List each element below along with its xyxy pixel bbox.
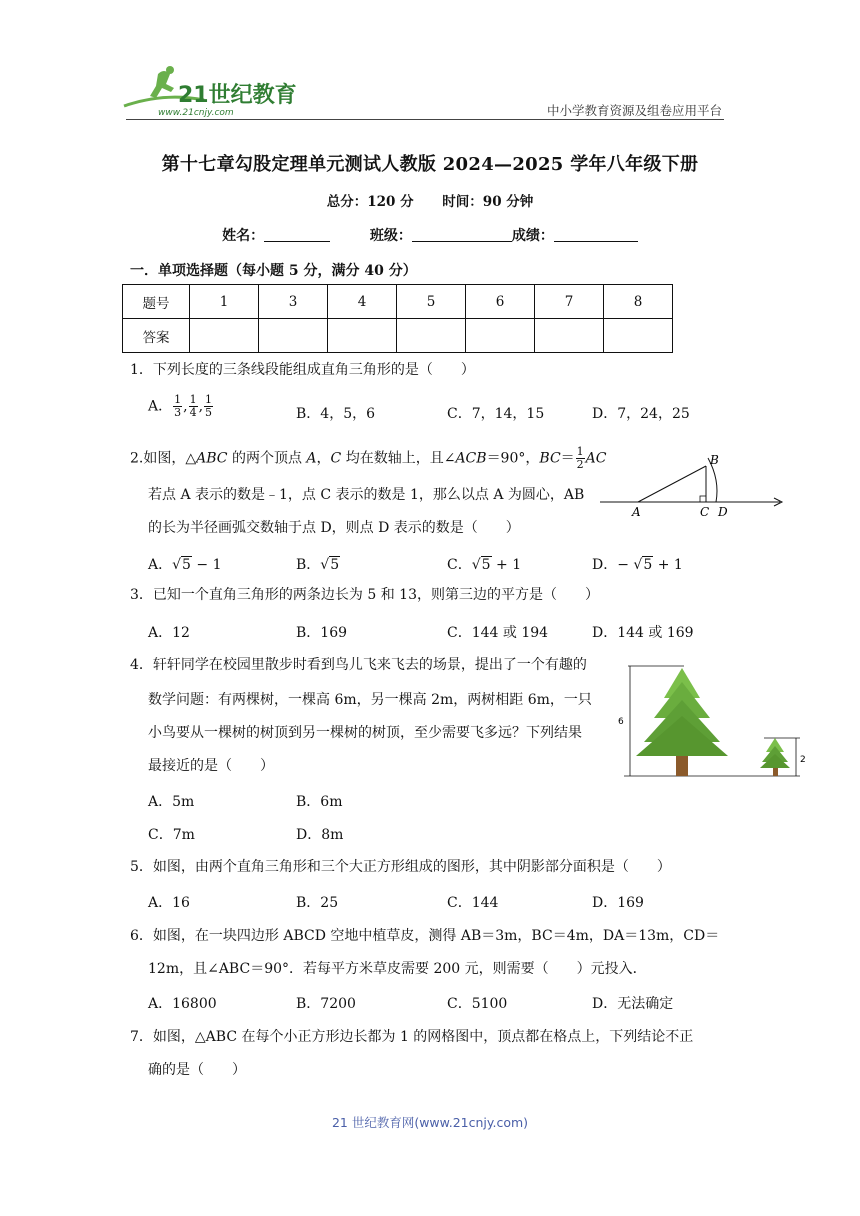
point-a-label: A xyxy=(632,505,641,519)
q2-line3: 的长为半径画弧交数轴于点 D，则点 D 表示的数是（ ） xyxy=(148,520,520,536)
q1-option-a: A． $\frac{1}{3}$ , $\frac{1}{4}$ , $\frac{1}{5}$ xyxy=(148,393,213,419)
score-line xyxy=(0,190,860,210)
table-cell: 7 xyxy=(535,285,604,319)
q5-option-a: A．16 xyxy=(148,895,190,911)
name-label: 姓名： xyxy=(222,228,265,244)
total-score: 总分：120 分 xyxy=(326,194,414,210)
q6-option-d: D．无法确定 xyxy=(592,996,674,1012)
table-row xyxy=(123,285,673,319)
q2-option-d: D．− √5 + 1 xyxy=(592,557,683,573)
q3-option-d: D．144 或 169 xyxy=(592,625,694,641)
answer-table xyxy=(122,284,673,353)
table-cell: 题号 xyxy=(123,285,190,319)
answer-cell[interactable] xyxy=(604,319,673,353)
q1-stem: 1．下列长度的三条线段能组成直角三角形的是（ ） xyxy=(130,362,475,378)
fraction: $\frac{1}{5}$ xyxy=(205,393,213,419)
q4-line4: 最接近的是（ ） xyxy=(148,758,274,774)
table-cell: 答案 xyxy=(123,319,190,353)
fraction: $\frac{1}{3}$ xyxy=(174,393,182,419)
q4-line1: 4．轩轩同学在校园里散步时看到鸟儿飞来飞去的场景，提出了一个有趣的 xyxy=(130,657,587,673)
q4-trees-figure xyxy=(614,660,810,782)
class-label: 班级： xyxy=(369,228,412,244)
q2-number-line-figure xyxy=(596,448,786,520)
q4-option-a: A．5m xyxy=(148,794,195,810)
header-divider xyxy=(126,119,724,120)
grade-blank[interactable] xyxy=(554,227,638,242)
class-blank[interactable] xyxy=(412,227,512,242)
name-blank[interactable] xyxy=(264,227,330,242)
point-b-label: B xyxy=(710,453,719,467)
q5-option-c: C．144 xyxy=(447,895,499,911)
q1-option-b: B．4，5，6 xyxy=(296,406,376,422)
q1-option-d: D．7，24，25 xyxy=(592,406,690,422)
fraction: $\frac{1}{4}$ xyxy=(189,393,197,419)
tall-tree-icon xyxy=(636,668,728,776)
fraction: $\frac{1}{2}$ xyxy=(576,445,584,471)
q2-option-a: A．√5 − 1 xyxy=(148,557,222,573)
q1-option-c: C．7，14，15 xyxy=(447,406,545,422)
q4-option-d: D．8m xyxy=(296,827,344,843)
q6-option-c: C．5100 xyxy=(447,996,508,1012)
table-row xyxy=(123,319,673,353)
q4-option-c: C．7m xyxy=(148,827,195,843)
table-cell: 3 xyxy=(259,285,328,319)
short-tree-height: 2 xyxy=(800,755,806,765)
q5-option-d: D．169 xyxy=(592,895,644,911)
q7-line2: 确的是（ ） xyxy=(148,1062,246,1078)
grade-label: 成绩： xyxy=(511,228,554,244)
q3-option-b: B．169 xyxy=(296,625,348,641)
q5-stem: 5．如图，由两个直角三角形和三个大正方形组成的图形，其中阴影部分面积是（ ） xyxy=(130,859,671,875)
time-limit: 时间：90 分钟 xyxy=(442,194,534,210)
q4-option-b: B．6m xyxy=(296,794,343,810)
answer-cell[interactable] xyxy=(466,319,535,353)
q2-option-b: B．√5 xyxy=(296,557,340,573)
q2-option-c: C．√5 + 1 xyxy=(447,557,522,573)
q5-option-b: B．25 xyxy=(296,895,339,911)
answer-cell[interactable] xyxy=(259,319,328,353)
table-cell: 6 xyxy=(466,285,535,319)
answer-cell[interactable] xyxy=(535,319,604,353)
q3-option-c: C．144 或 194 xyxy=(447,625,549,641)
q2-line1: 2.如图，△ABC 的两个顶点 A，C 均在数轴上，且∠ACB＝90°，BC＝ $\frac{1}{2}$ AC xyxy=(130,445,607,471)
q6-option-b: B．7200 xyxy=(296,996,356,1012)
q6-line1: 6．如图，在一块四边形 ABCD 空地中植草皮，测得 AB＝3m，BC＝4m，DA＝13m，CD＝ xyxy=(130,928,720,944)
page-title: 第十七章勾股定理单元测试人教版 2024—2025 学年八年级下册 xyxy=(161,154,699,175)
section-heading: 一．单项选择题（每小题 5 分，满分 40 分） xyxy=(130,263,417,279)
site-logo xyxy=(118,62,298,122)
student-info-line xyxy=(0,225,860,245)
logo-text: 21世纪教育 xyxy=(178,83,297,108)
q3-option-a: A．12 xyxy=(148,625,190,641)
logo-url: www.21cnjy.com xyxy=(158,108,234,118)
table-cell: 4 xyxy=(328,285,397,319)
answer-cell[interactable] xyxy=(190,319,259,353)
platform-name: 中小学教育资源及组卷应用平台 xyxy=(546,103,722,118)
tall-tree-height: 6 xyxy=(618,717,624,727)
table-cell: 8 xyxy=(604,285,673,319)
q7-line1: 7．如图，△ABC 在每个小正方形边长都为 1 的网格图中，顶点都在格点上，下列结论不正 xyxy=(130,1029,694,1045)
q6-line2: 12m，且∠ABC＝90°．若每平方米草皮需要 200 元，则需要（ ）元投入． xyxy=(148,961,647,977)
q4-line2: 数学问题：有两棵树，一棵高 6m，另一棵高 2m，两树相距 6m，一只 xyxy=(148,692,592,708)
q4-line3: 小鸟要从一棵树的树顶到另一棵树的树顶，至少需要飞多远？下列结果 xyxy=(148,725,582,741)
short-tree-icon xyxy=(760,738,790,776)
answer-cell[interactable] xyxy=(328,319,397,353)
q6-option-a: A．16800 xyxy=(148,996,217,1012)
table-cell: 1 xyxy=(190,285,259,319)
q2-line2: 若点 A 表示的数是﹣1，点 C 表示的数是 1，那么以点 A 为圆心，AB xyxy=(148,487,585,503)
answer-cell[interactable] xyxy=(397,319,466,353)
point-c-label: C xyxy=(700,505,710,519)
option-label: A． xyxy=(148,398,173,415)
point-d-label: D xyxy=(718,505,728,519)
table-cell: 5 xyxy=(397,285,466,319)
q3-stem: 3．已知一个直角三角形的两条边长为 5 和 13，则第三边的平方是（ ） xyxy=(130,587,599,603)
footer-link[interactable]: 21 世纪教育网(www.21cnjy.com) xyxy=(331,1115,529,1130)
